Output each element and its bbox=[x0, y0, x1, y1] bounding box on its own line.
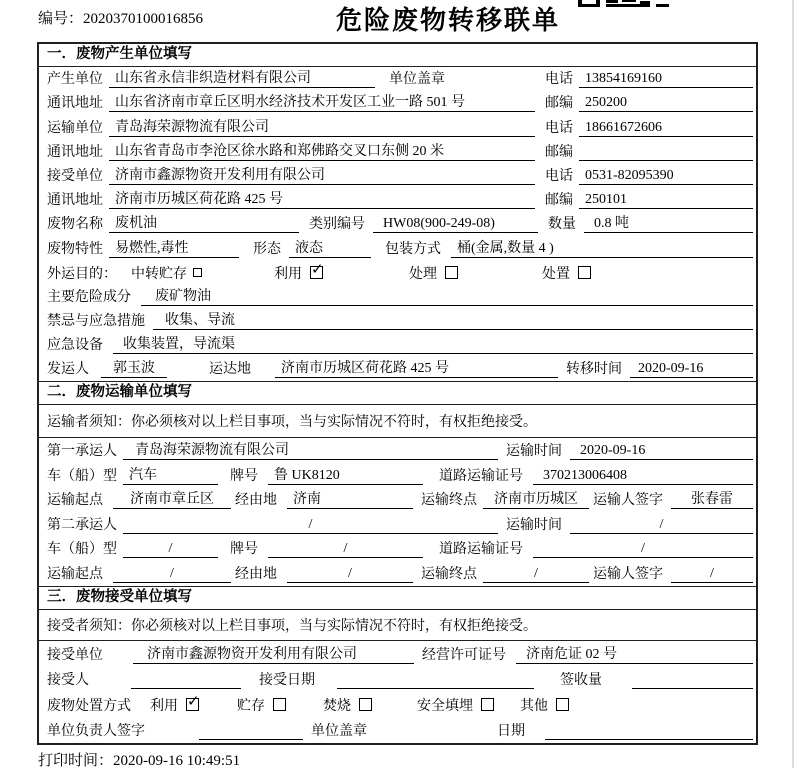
waste-quantity-label: 数量 bbox=[548, 217, 576, 233]
vehicle2-type-label: 车（船）型 bbox=[47, 542, 117, 558]
purpose-dispose-label: 处置 bbox=[542, 266, 570, 282]
row-transporter bbox=[39, 115, 756, 139]
route1-end-value: 济南市历城区 bbox=[483, 490, 589, 509]
accept-date-value bbox=[337, 670, 534, 689]
acceptor-label: 接受人 bbox=[47, 673, 89, 689]
vehicle1-type-label: 车（船）型 bbox=[47, 468, 117, 484]
print-time-label: 打印时间： bbox=[38, 753, 114, 768]
page-edge-line bbox=[792, 0, 794, 768]
disposal-other-label: 其他 bbox=[520, 698, 548, 714]
check-mark: ✓ bbox=[187, 692, 200, 711]
accept-unit-label: 接受单位 bbox=[47, 647, 103, 663]
manager-sign-label: 单位负责人签字 bbox=[47, 724, 145, 740]
section2-header: 二．废物运输单位填写 bbox=[39, 381, 756, 405]
transport-time1-label: 运输时间 bbox=[506, 444, 562, 460]
row-vehicle2 bbox=[39, 537, 756, 562]
destination-label: 运达地 bbox=[209, 362, 251, 378]
waste-category-label: 类别编号 bbox=[309, 217, 365, 233]
route1-origin-label: 运输起点 bbox=[47, 493, 103, 509]
purpose-label: 外运目的： bbox=[47, 266, 117, 282]
producer-label: 产生单位 bbox=[47, 72, 103, 88]
transporter-phone-label: 电话 bbox=[545, 120, 573, 136]
disposal-storage-label: 贮存 bbox=[237, 698, 265, 714]
disposal-option-other bbox=[520, 695, 569, 715]
purpose-dispose-checkbox bbox=[578, 266, 591, 279]
destination-value: 济南市历城区荷花路 425 号 bbox=[275, 359, 558, 378]
disposal-landfill-label: 安全填埋 bbox=[417, 698, 473, 714]
section1-header: 一．废物产生单位填写 bbox=[39, 44, 756, 67]
transport-time2-label: 运输时间 bbox=[506, 517, 562, 533]
disposal-option-incinerate bbox=[323, 695, 372, 715]
receiver-zip-value: 250101 bbox=[579, 190, 753, 209]
received-qty-value bbox=[632, 670, 753, 689]
row-manager-sign bbox=[39, 718, 756, 744]
vehicle2-type-value: / bbox=[123, 539, 218, 558]
disposal-utilize-checkbox bbox=[186, 692, 200, 711]
received-qty-label: 签收量 bbox=[560, 673, 602, 689]
receiver-address-value: 济南市历城区荷花路 425 号 bbox=[109, 190, 535, 209]
vehicle2-plate-label: 牌号 bbox=[230, 542, 258, 558]
purpose-option-transfer-storage bbox=[131, 263, 202, 283]
producer-seal-label: 单位盖章 bbox=[389, 72, 445, 88]
row-transporter-address bbox=[39, 140, 756, 164]
row-waste-traits bbox=[39, 236, 756, 260]
transporter-zip-value bbox=[579, 142, 753, 161]
acceptor-value bbox=[131, 670, 241, 689]
receiver-label: 接受单位 bbox=[47, 168, 103, 184]
row-disposal-method bbox=[39, 692, 756, 718]
receiver-address-label: 通讯地址 bbox=[47, 193, 103, 209]
waste-form-value: 液态 bbox=[289, 239, 371, 258]
producer-zip-value: 250200 bbox=[579, 93, 753, 112]
producer-phone-label: 电话 bbox=[545, 72, 573, 88]
waste-category-value: HW08(900-249-08) bbox=[373, 214, 538, 233]
route2-via-value: / bbox=[287, 564, 413, 583]
purpose-transfer-storage-checkbox bbox=[193, 268, 202, 277]
transporter-zip-label: 邮编 bbox=[545, 144, 573, 160]
print-time bbox=[38, 749, 240, 768]
row-producer-address bbox=[39, 91, 756, 115]
vehicle2-cert-label: 道路运输证号 bbox=[439, 542, 523, 558]
document-number-value: 2020370100016856 bbox=[83, 11, 204, 27]
row-receiver-address bbox=[39, 188, 756, 212]
measures-label: 禁忌与应急措施 bbox=[47, 314, 145, 330]
receiver-phone-label: 电话 bbox=[545, 168, 573, 184]
row-emergency-equipment bbox=[39, 333, 756, 357]
route2-sign-label: 运输人签字 bbox=[593, 567, 663, 582]
vehicle2-cert-value: / bbox=[533, 539, 753, 558]
producer-phone-value: 13854169160 bbox=[579, 69, 753, 88]
row-route2 bbox=[39, 561, 756, 586]
producer-zip-label: 邮编 bbox=[545, 96, 573, 112]
disposal-option-storage bbox=[237, 695, 286, 715]
route2-end-value: / bbox=[483, 564, 589, 583]
row-transfer-purpose bbox=[39, 261, 756, 285]
receiver-phone-value: 0531-82095390 bbox=[579, 166, 753, 185]
section3-header: 三．废物接受单位填写 bbox=[39, 586, 756, 610]
accept-unit-value: 济南市鑫源物资开发利用有限公司 bbox=[133, 645, 414, 664]
route1-via-value: 济南 bbox=[287, 490, 413, 509]
waste-form-label: 形态 bbox=[253, 241, 281, 257]
vehicle1-type-value: 汽车 bbox=[123, 466, 218, 485]
receiver-zip-label: 邮编 bbox=[545, 193, 573, 209]
dispatcher-label: 发运人 bbox=[47, 362, 89, 378]
route2-sign-value: / bbox=[671, 564, 753, 583]
route1-sign-value: 张春雷 bbox=[671, 490, 753, 509]
waste-pack-label: 包装方式 bbox=[385, 241, 441, 257]
row-waste-name bbox=[39, 212, 756, 236]
receiver-zip-group bbox=[545, 189, 753, 209]
vehicle1-cert-value: 370213006408 bbox=[533, 466, 753, 485]
hazard-value: 废矿物油 bbox=[141, 287, 753, 306]
route2-end-label: 运输终点 bbox=[421, 567, 477, 582]
disposal-storage-checkbox bbox=[273, 698, 286, 711]
waste-quantity-value: 0.8 吨 bbox=[584, 214, 753, 233]
transporter-value: 青岛海荣源物流有限公司 bbox=[109, 118, 535, 137]
waste-pack-value: 桶(金属,数量 4 ) bbox=[451, 239, 753, 258]
row-vehicle1 bbox=[39, 463, 756, 488]
producer-zip-group bbox=[545, 92, 753, 112]
route2-via-label: 经由地 bbox=[235, 567, 277, 582]
accept-date-label: 接受日期 bbox=[259, 673, 315, 689]
transfer-time-label: 转移时间 bbox=[566, 362, 622, 378]
document-number-label: 编号： bbox=[38, 11, 84, 27]
purpose-treat-label: 处理 bbox=[409, 266, 437, 282]
disposal-option-landfill bbox=[417, 695, 494, 715]
vehicle1-plate-value: 鲁 UK8120 bbox=[268, 466, 423, 485]
second-carrier-label: 第二承运人 bbox=[47, 517, 117, 533]
equipment-value: 收集装置，导流渠 bbox=[113, 335, 753, 354]
row-dispatcher bbox=[39, 357, 756, 381]
section2-notice: 运输者须知：你必须核对以上栏目事项，当与实际情况不符时，有权拒绝接受。 bbox=[39, 405, 756, 438]
dispatcher-value: 郭玉波 bbox=[101, 359, 167, 378]
equipment-label: 应急设备 bbox=[47, 338, 103, 354]
route2-origin-label: 运输起点 bbox=[47, 567, 103, 582]
page-title: 危险废物转移联单 bbox=[335, 6, 560, 35]
row-route1 bbox=[39, 488, 756, 513]
vehicle1-plate-label: 牌号 bbox=[230, 468, 258, 484]
disposal-option-utilize bbox=[150, 692, 200, 715]
print-time-value: 2020-09-16 10:49:51 bbox=[113, 753, 241, 768]
transporter-phone-value: 18661672606 bbox=[579, 118, 753, 137]
transporter-address-value: 山东省青岛市李沧区徐水路和郑佛路交叉口东侧 20 米 bbox=[109, 142, 535, 161]
route1-sign-label: 运输人签字 bbox=[593, 493, 663, 509]
route1-end-label: 运输终点 bbox=[421, 493, 477, 509]
transporter-address-label: 通讯地址 bbox=[47, 144, 103, 160]
hazard-label: 主要危险成分 bbox=[47, 289, 131, 305]
sign-date-value bbox=[545, 721, 753, 740]
row-second-carrier bbox=[39, 512, 756, 537]
disposal-incinerate-checkbox bbox=[359, 698, 372, 711]
disposal-landfill-checkbox bbox=[481, 698, 494, 711]
measures-value: 收集、导流 bbox=[153, 311, 753, 330]
receiver-value: 济南市鑫源物资开发利用有限公司 bbox=[109, 166, 535, 185]
purpose-option-utilize bbox=[274, 260, 324, 283]
unit-seal-label: 单位盖章 bbox=[311, 724, 367, 740]
waste-name-label: 废物名称 bbox=[47, 217, 103, 233]
purpose-option-treat bbox=[409, 263, 458, 283]
transport-time2-value: / bbox=[570, 515, 753, 534]
transporter-zip-group bbox=[545, 141, 753, 161]
check-mark: ✓ bbox=[311, 260, 324, 279]
license-value: 济南危证 02 号 bbox=[516, 645, 753, 664]
second-carrier-value: / bbox=[123, 515, 498, 534]
section3-notice: 接受者须知：你必须核对以上栏目事项，当与实际情况不符时，有权拒绝接受。 bbox=[39, 610, 756, 641]
producer-value: 山东省永信非织造材料有限公司 bbox=[109, 69, 375, 88]
qr-code-fragment bbox=[578, 0, 670, 8]
producer-phone-group bbox=[545, 68, 753, 88]
route1-via-label: 经由地 bbox=[235, 493, 277, 509]
purpose-option-dispose bbox=[542, 263, 591, 283]
row-first-carrier bbox=[39, 438, 756, 463]
route1-origin-value: 济南市章丘区 bbox=[113, 490, 231, 509]
first-carrier-label: 第一承运人 bbox=[47, 444, 117, 460]
disposal-utilize-label: 利用 bbox=[150, 698, 178, 714]
transporter-phone-group bbox=[545, 117, 753, 137]
row-acceptor bbox=[39, 667, 756, 693]
transporter-label: 运输单位 bbox=[47, 120, 103, 136]
purpose-transfer-storage-label: 中转贮存 bbox=[131, 266, 187, 282]
disposal-incinerate-label: 焚烧 bbox=[323, 698, 351, 714]
manifest-table bbox=[37, 42, 758, 745]
license-label: 经营许可证号 bbox=[422, 647, 506, 663]
disposal-other-checkbox bbox=[556, 698, 569, 711]
first-carrier-value: 青岛海荣源物流有限公司 bbox=[123, 441, 498, 460]
disposal-label: 废物处置方式 bbox=[47, 698, 131, 714]
purpose-utilize-label: 利用 bbox=[274, 266, 302, 282]
row-receiver bbox=[39, 164, 756, 188]
manager-sign-value bbox=[199, 721, 303, 740]
purpose-utilize-checkbox bbox=[310, 260, 324, 279]
row-accept-unit bbox=[39, 641, 756, 667]
waste-traits-value: 易燃性,毒性 bbox=[109, 239, 239, 258]
route2-origin-value: / bbox=[113, 564, 231, 583]
purpose-treat-checkbox bbox=[445, 266, 458, 279]
waste-traits-label: 废物特性 bbox=[47, 241, 103, 257]
producer-address-label: 通讯地址 bbox=[47, 96, 103, 112]
transfer-time-value: 2020-09-16 bbox=[630, 359, 753, 378]
transport-time1-value: 2020-09-16 bbox=[570, 441, 753, 460]
vehicle2-plate-value: / bbox=[268, 539, 423, 558]
waste-name-value: 废机油 bbox=[109, 214, 299, 233]
receiver-phone-group bbox=[545, 165, 753, 185]
row-hazard-components bbox=[39, 285, 756, 309]
row-emergency-measures bbox=[39, 309, 756, 333]
sign-date-label: 日期 bbox=[497, 724, 525, 740]
vehicle1-cert-label: 道路运输证号 bbox=[439, 468, 523, 484]
row-producer bbox=[39, 67, 756, 91]
producer-address-value: 山东省济南市章丘区明水经济技术开发区工业一路 501 号 bbox=[109, 93, 535, 112]
